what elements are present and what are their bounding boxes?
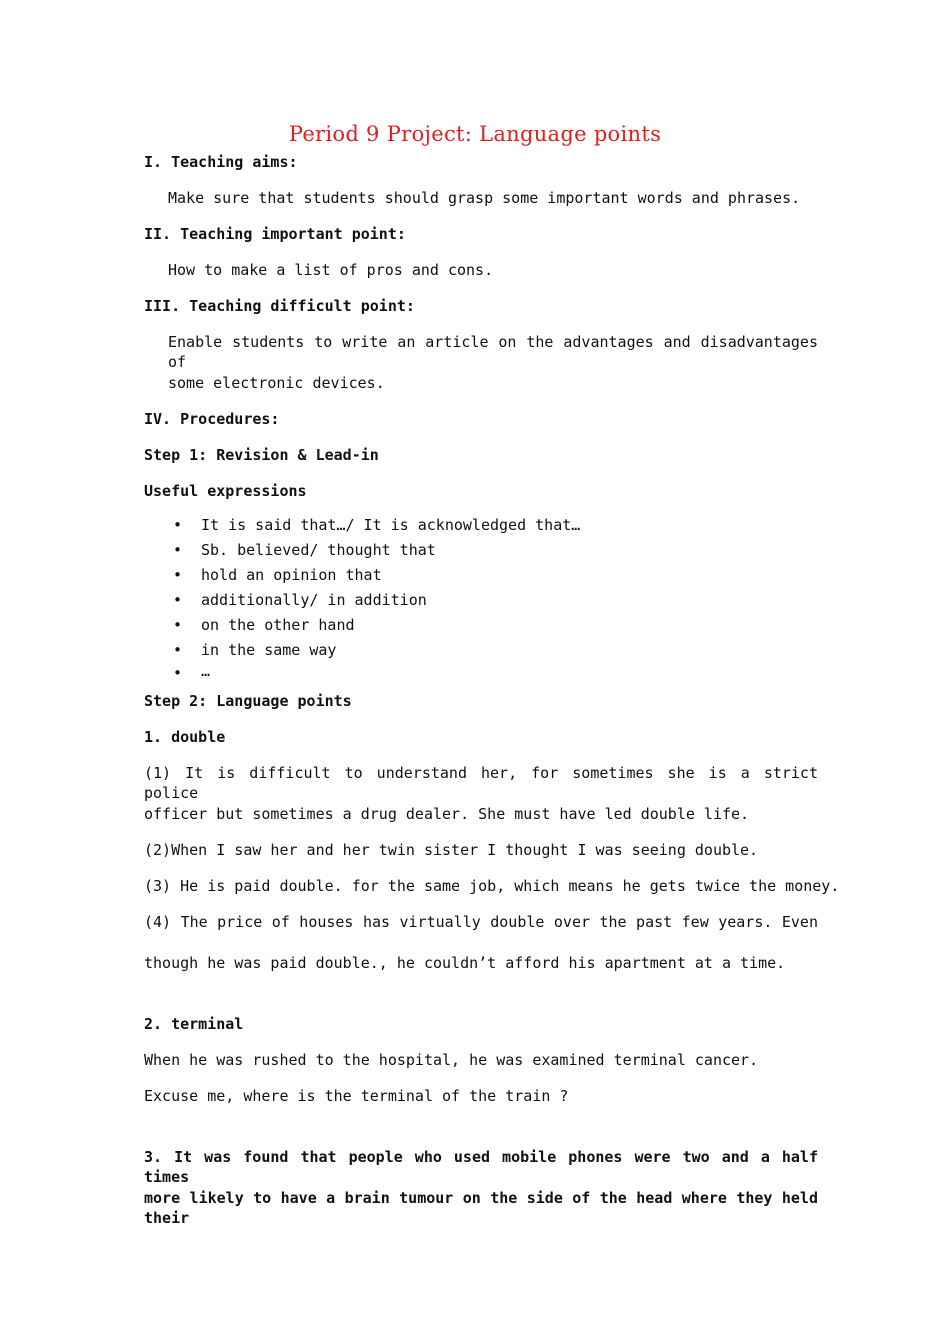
list-item-text: hold an opinion that xyxy=(201,566,382,584)
teaching-aims-text: Make sure that students should grasp some important words and phrases. xyxy=(168,189,801,207)
list-item-text: Sb. believed/ thought that xyxy=(201,541,436,559)
double-example-1-line1: (1) It is difficult to understand her, for sometimes she is a strict police xyxy=(144,764,818,802)
double-example-1-line2: officer but sometimes a drug dealer. She must have led double life. xyxy=(144,805,750,823)
terminal-example-2: Excuse me, where is the terminal of the train ? xyxy=(144,1087,569,1105)
bullet-icon: • xyxy=(173,641,183,659)
list-item-text: in the same way xyxy=(201,641,337,659)
list-item-text: It is said that…/ It is acknowledged that… xyxy=(201,516,581,534)
double-heading: 1. double xyxy=(144,728,226,746)
terminal-heading: 2. terminal xyxy=(144,1015,244,1033)
bullet-icon: • xyxy=(173,664,183,682)
step2-heading: Step 2: Language points xyxy=(144,692,352,710)
teaching-aims-heading: I. Teaching aims: xyxy=(144,153,298,171)
useful-expressions-heading: Useful expressions xyxy=(144,482,307,500)
step1-heading: Step 1: Revision & Lead-in xyxy=(144,446,379,464)
difficult-point-heading: III. Teaching difficult point: xyxy=(144,297,415,315)
important-point-text: How to make a list of pros and cons. xyxy=(168,261,494,279)
difficult-point-text-line2: some electronic devices. xyxy=(168,374,385,392)
list-item-text: additionally/ in addition xyxy=(201,591,427,609)
point3-line2: more likely to have a brain tumour on the side of the head where they held their xyxy=(144,1189,818,1227)
bullet-icon: • xyxy=(173,616,183,634)
bullet-icon: • xyxy=(173,516,183,534)
important-point-heading: II. Teaching important point: xyxy=(144,225,406,243)
bullet-icon: • xyxy=(173,541,183,559)
list-item-text: on the other hand xyxy=(201,616,355,634)
double-example-4-line1: (4) The price of houses has virtually double over the past few years. Even xyxy=(144,913,818,931)
double-example-3: (3) He is paid double. for the same job, which means he gets twice the money. xyxy=(144,877,840,895)
procedures-heading: IV. Procedures: xyxy=(144,410,280,428)
list-item-text: … xyxy=(201,662,211,680)
bullet-icon: • xyxy=(173,566,183,584)
double-example-4-line2: though he was paid double., he couldn’t afford his apartment at a time. xyxy=(144,954,786,972)
page-title: Period 9 Project: Language points xyxy=(288,122,662,146)
double-example-2: (2)When I saw her and her twin sister I thought I was seeing double. xyxy=(144,841,759,859)
terminal-example-1: When he was rushed to the hospital, he was examined terminal cancer. xyxy=(144,1051,759,1069)
bullet-icon: • xyxy=(173,591,183,609)
point3-line1: 3. It was found that people who used mobile phones were two and a half times xyxy=(144,1148,818,1186)
difficult-point-text-line1: Enable students to write an article on the advantages and disadvantages of xyxy=(168,333,818,371)
